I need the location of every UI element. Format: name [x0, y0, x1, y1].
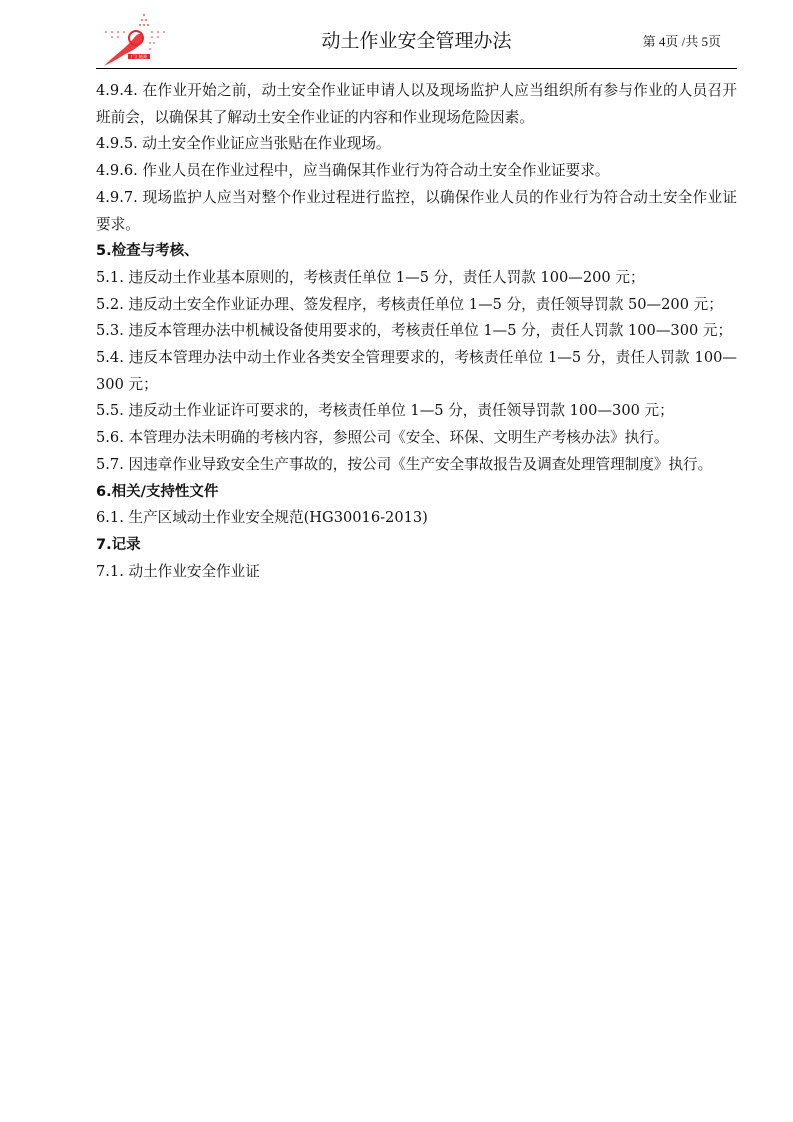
- paragraph: 5.4. 违反本管理办法中动土作业各类安全管理要求的，考核责任单位 1—5 分，责任人罚款 100—300 元；: [96, 349, 737, 393]
- section-heading: 7.记录: [96, 536, 141, 553]
- paragraph: 5.6. 本管理办法未明确的考核内容，参照公司《安全、环保、文明生产考核办法》执行。: [96, 429, 669, 447]
- paragraph: 4.9.4. 在作业开始之前，动土安全作业证申请人以及现场监护人应当组织所有参与作业的人员召开班前会，以确保其了解动土安全作业证的内容和作业现场危险因素。: [96, 82, 737, 126]
- paragraph: 4.9.5. 动土安全作业证应当张贴在作业现场。: [96, 135, 391, 153]
- paragraph: 6.1. 生产区域动土作业安全规范(HG30016-2013): [96, 509, 428, 527]
- paragraph: 4.9.7. 现场监护人应当对整个作业过程进行监控，以确保作业人员的作业行为符合动土安全作业证要求。: [96, 188, 737, 233]
- document-body: [96, 78, 737, 585]
- paragraph: 4.9.6. 作业人员在作业过程中，应当确保其作业行为符合动土安全作业证要求。: [96, 162, 610, 180]
- section-heading: 5.检查与考核、: [96, 243, 199, 260]
- paragraph: 7.1. 动土作业安全作业证: [96, 562, 260, 580]
- page-indicator: 第 4页 /共 5页: [642, 34, 721, 49]
- page-header: [96, 8, 737, 69]
- paragraph: 5.1. 违反动土作业基本原则的，考核责任单位 1—5 分，责任人罚款 100—200 元；: [96, 268, 645, 286]
- paragraph: 5.2. 违反动土安全作业证办理、签发程序，考核责任单位 1—5 分，责任领导罚款 50—200 元；: [96, 295, 723, 313]
- section-heading: 6.相关/支持性文件: [96, 483, 219, 500]
- paragraph: 5.3. 违反本管理办法中机械设备使用要求的，考核责任单位 1—5 分，责任人罚款 100—300 元；: [96, 322, 733, 340]
- paragraph: 5.7. 因违章作业导致安全生产事故的，按公司《生产安全事故报告及调查处理管理制度》执行。: [96, 455, 713, 473]
- document-title: 动土作业安全管理办法: [321, 30, 512, 52]
- svg-text:广汇能源: 广汇能源: [131, 54, 147, 59]
- paragraph: 5.5. 违反动土作业证许可要求的，考核责任单位 1—5 分，责任领导罚款 100—300 元；: [96, 402, 674, 420]
